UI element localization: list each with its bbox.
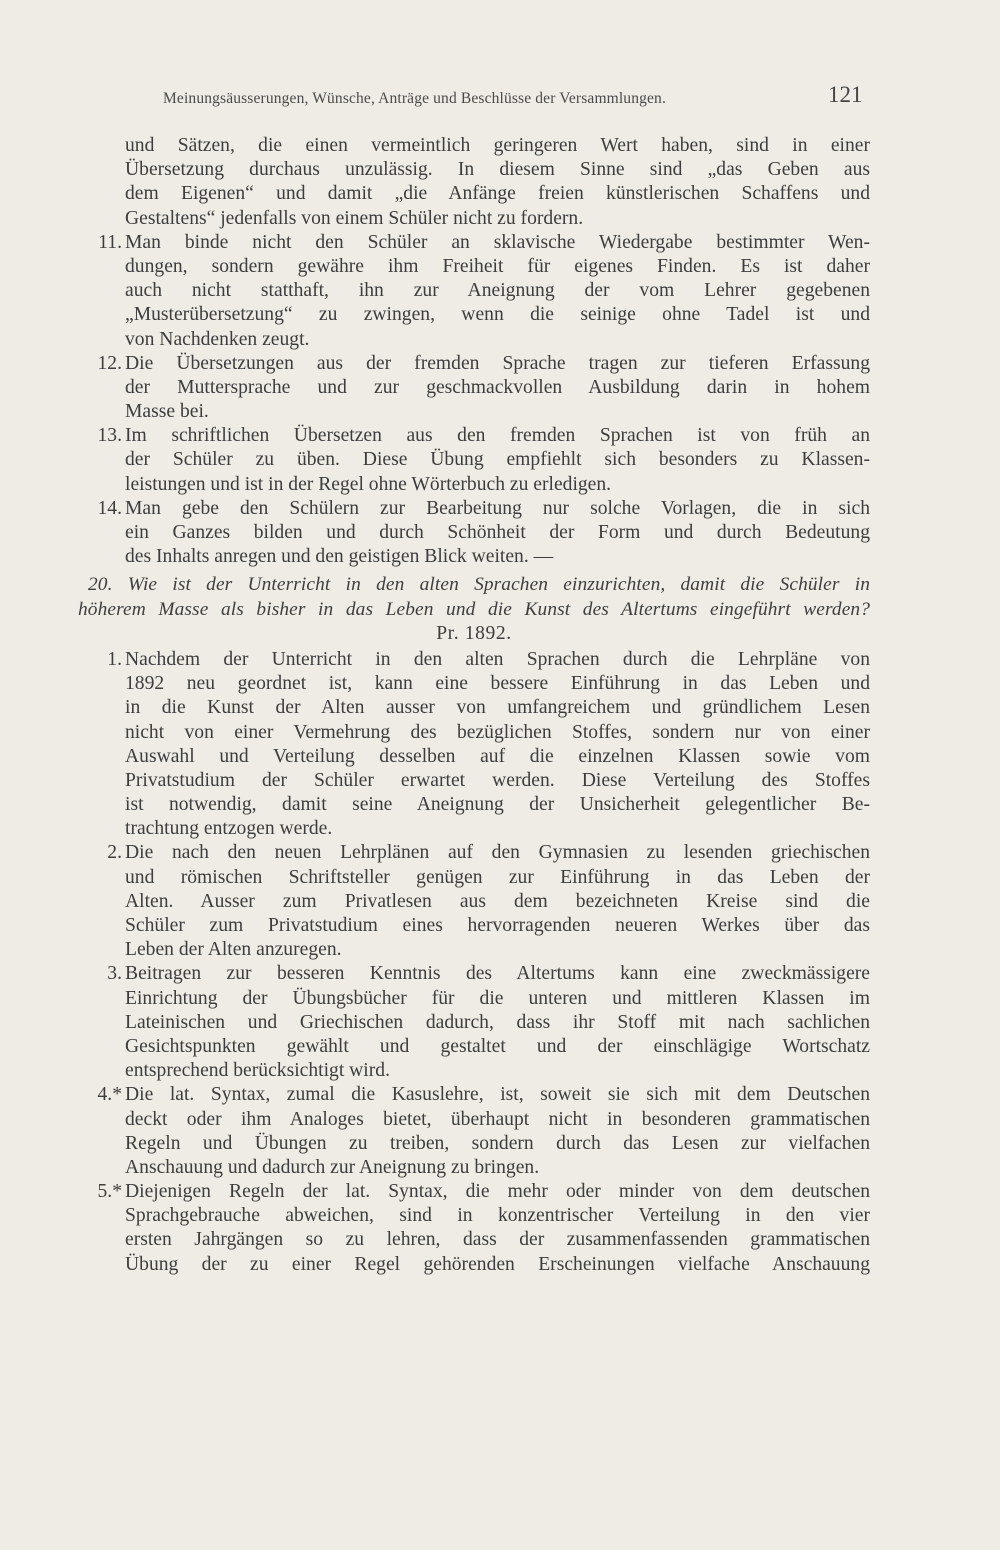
list-item [78, 648, 870, 842]
text-line: „Musterübersetzung“ zu zwingen, wenn die seinige ohne Tadel ist und [125, 304, 870, 326]
item-number: 3. [107, 963, 122, 985]
list-item [78, 424, 870, 497]
section-title-line: Wie ist der Unterricht in den alten Sprachen einzurichten, damit die Schüler in [127, 574, 871, 596]
text-line: Gestaltens“ jedenfalls von einem Schüler nicht zu fordern. [125, 207, 584, 229]
list-item [78, 841, 870, 962]
text-line: des Inhalts anregen und den geistigen Blick weiten. — [125, 546, 554, 568]
text-line: Nachdem der Unterricht in den alten Sprachen durch die Lehrpläne von [125, 648, 870, 670]
text-line: dem Eigenen“ und damit „die Anfänge freien künstlerischen Schaffens und [125, 183, 870, 205]
list-item [78, 497, 870, 570]
item-number: 11. [98, 231, 122, 253]
text-line: von Nachdenken zeugt. [125, 328, 310, 350]
section-number: 20. [88, 574, 113, 596]
page-header [0, 80, 1000, 120]
text-line: Diejenigen Regeln der lat. Syntax, die mehr oder minder von dem deutschen [125, 1181, 870, 1203]
list-item [78, 962, 870, 1083]
page-number: 121 [828, 82, 863, 107]
text-line: Übung der zu einer Regel gehörenden Erscheinungen vielfache Anschauung [125, 1253, 870, 1275]
list-item [78, 1083, 870, 1180]
item-number: 4.* [97, 1084, 122, 1106]
text-line: Privatstudium der Schüler erwartet werden. Diese Verteilung des Stoffes [125, 769, 870, 791]
text-line: Leben der Alten anzuregen. [125, 939, 342, 961]
text-line: trachtung entzogen werde. [125, 818, 333, 840]
running-head: Meinungsäusserungen, Wünsche, Anträge und Beschlüsse der Versammlungen. [163, 90, 666, 107]
item-number: 5.* [97, 1181, 122, 1203]
text-line: Übersetzung durchaus unzulässig. In diesem Sinne sind „das Geben aus [125, 159, 870, 181]
text-line: entsprechend berücksichtigt wird. [125, 1060, 390, 1082]
text-line: Die Übersetzungen aus der fremden Sprache tragen zur tieferen Erfassung [125, 352, 870, 374]
text-line: in die Kunst der Alten ausser von umfangreichem und gründlichem Lesen [125, 697, 870, 719]
text-line: der Muttersprache und zur geschmackvollen Ausbildung darin in hohem [125, 376, 870, 398]
text-line: deckt oder ihm Analoges bietet, überhaupt nicht in besonderen grammatischen [125, 1108, 870, 1130]
text-line: Sprachgebrauche abweichen, sind in konzentrischer Verteilung in den vier [125, 1205, 870, 1227]
item-number: 13. [97, 425, 122, 447]
text-line: Regeln und Übungen zu treiben, sondern durch das Lesen zur vielfachen [125, 1132, 870, 1154]
text-line: dungen, sondern gewähre ihm Freiheit für eigenes Finden. Es ist daher [125, 255, 870, 277]
text-line: Auswahl und Verteilung desselben auf die einzelnen Klassen sowie vom [125, 745, 870, 767]
text-line: leistungen und ist in der Regel ohne Wörterbuch zu erledigen. [125, 473, 612, 495]
text-line: Gesichtspunkten gewählt und gestaltet und der einschlägige Wortschatz [125, 1035, 870, 1057]
text-line: Lateinischen und Griechischen dadurch, dass ihr Stoff mit nach sachlichen [125, 1011, 870, 1033]
text-line: ersten Jahrgängen so zu lehren, dass der zusammenfassenden grammatischen [125, 1229, 870, 1251]
text-line: ein Ganzes bilden und durch Schönheit der Form und durch Bedeutung [125, 522, 870, 543]
item-number: 14. [97, 497, 122, 519]
text-line: Einrichtung der Übungsbücher für die unteren und mittleren Klassen im [125, 987, 870, 1009]
text-line: Man binde nicht den Schüler an sklavische Wiedergabe bestimmter Wen- [125, 231, 870, 253]
text-line: auch nicht statthaft, ihn zur Aneignung der vom Lehrer gegebenen [125, 280, 870, 302]
text-line: Schüler zum Privatstudium eines hervorragenden neueren Werkes über das [125, 915, 870, 936]
text-line: der Schüler zu üben. Diese Übung empfiehlt sich besonders zu Klassen- [125, 449, 870, 471]
section-heading [78, 573, 870, 621]
text-line: Alten. Ausser zum Privatlesen aus dem bezeichneten Kreise sind die [125, 890, 870, 912]
text-line: und Sätzen, die einen vermeintlich geringeren Wert haben, sind in einer [125, 135, 870, 156]
section-title-line: höherem Masse als bisher in das Leben und die Kunst des Altertums eingeführt werden? [78, 598, 870, 620]
text-line: 1892 neu geordnet ist, kann eine bessere Einführung in das Leben und [125, 673, 870, 695]
text-line: Masse bei. [125, 401, 209, 423]
list-item [78, 1180, 870, 1277]
list-item [78, 352, 870, 425]
item-number: 2. [107, 842, 122, 864]
text-line: Beitragen zur besseren Kenntnis des Altertums kann eine zweckmässigere [125, 963, 870, 985]
text-line: ist notwendig, damit seine Aneignung der Unsicherheit gelegentlicher Be- [125, 794, 870, 816]
text-line: Man gebe den Schülern zur Bearbeitung nur solche Vorlagen, die in sich [125, 497, 870, 519]
page-body [78, 134, 870, 1277]
text-line: Die lat. Syntax, zumal die Kasuslehre, ist, soweit sie sich mit dem Deutschen [125, 1084, 870, 1106]
continued-paragraph [78, 134, 870, 231]
text-line: Im schriftlichen Übersetzen aus den fremden Sprachen ist von früh an [125, 425, 870, 447]
item-number: 12. [97, 352, 122, 374]
text-line: Die nach den neuen Lehrplänen auf den Gymnasien zu lesenden griechischen [125, 842, 870, 864]
text-line: Anschauung und dadurch zur Aneignung zu bringen. [125, 1156, 540, 1178]
text-line: und römischen Schriftsteller genügen zur Einführung in das Leben der [125, 866, 870, 888]
item-number: 1. [107, 648, 122, 670]
list-item [78, 231, 870, 352]
section-reference: Pr. 1892. [436, 622, 512, 644]
text-line: nicht von einer Vermehrung des bezüglichen Stoffes, sondern nur von einer [125, 721, 870, 743]
